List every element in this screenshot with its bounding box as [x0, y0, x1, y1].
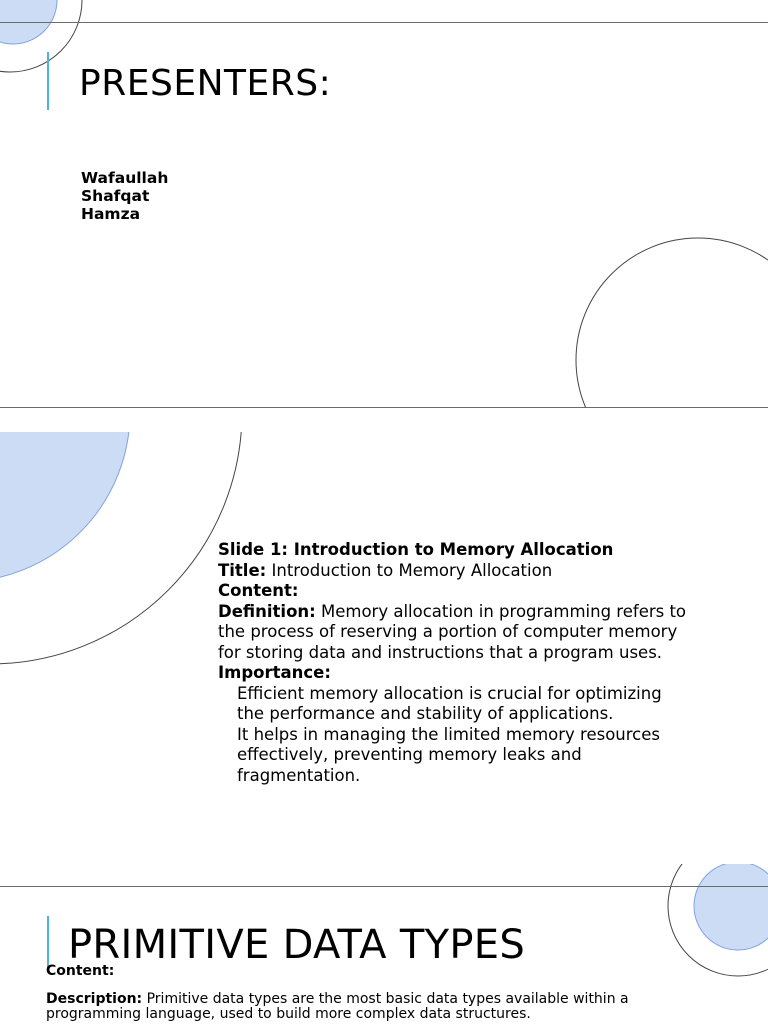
slide-title: PRESENTERS: — [79, 63, 332, 104]
slide-body — [218, 540, 693, 786]
filled-circle-right — [694, 864, 768, 950]
description-paragraph — [46, 992, 706, 1022]
top-rule — [0, 22, 768, 23]
slide-title: PRIMITIVE DATA TYPES — [68, 922, 526, 968]
definition-text: Memory allocation in programming refers to the process of reserving a portion of computer memory for storing data and instructions that a program uses. — [218, 601, 687, 662]
top-rule — [0, 886, 768, 887]
importance-label: Importance: — [218, 663, 331, 682]
title-line — [218, 561, 693, 582]
slide-primitive-data-types — [0, 864, 768, 1024]
slide-body — [46, 964, 706, 1022]
title-label: Title: — [218, 560, 267, 580]
title-accent-bar — [47, 52, 49, 110]
importance-point: Efficient memory allocation is crucial for optimizing the performance and stability of applications. — [237, 683, 662, 723]
definition-paragraph — [218, 602, 693, 664]
outline-circle-left — [0, 432, 242, 664]
slide-bottom-rule — [0, 407, 768, 408]
description-label: Description: — [46, 991, 143, 1007]
outline-circle-right — [576, 238, 768, 408]
importance-point: It helps in managing the limited memory resources effectively, preventing memory leaks and fragmentation. — [237, 724, 660, 785]
presenter-name: Hamza — [81, 205, 141, 223]
outline-circle-top-left — [0, 0, 82, 72]
outline-circle-right — [668, 864, 768, 976]
title-value: Introduction to Memory Allocation — [271, 560, 553, 580]
presenter-name: Wafaullah — [81, 169, 169, 187]
slide-presenters — [0, 0, 768, 408]
filled-circle-left — [0, 432, 130, 582]
slide-memory-allocation — [0, 432, 768, 886]
description-text: Primitive data types are the most basic data types available within a programming language, used to build more complex data structures. — [46, 991, 629, 1022]
presenter-name: Shafqat — [81, 187, 150, 205]
slide-heading: Slide 1: Introduction to Memory Allocation — [218, 540, 614, 559]
presenter-list — [81, 169, 168, 223]
content-label: Content: — [46, 963, 115, 979]
definition-label: Definition: — [218, 601, 316, 621]
title-accent-bar — [47, 916, 49, 968]
content-label: Content: — [218, 581, 299, 600]
